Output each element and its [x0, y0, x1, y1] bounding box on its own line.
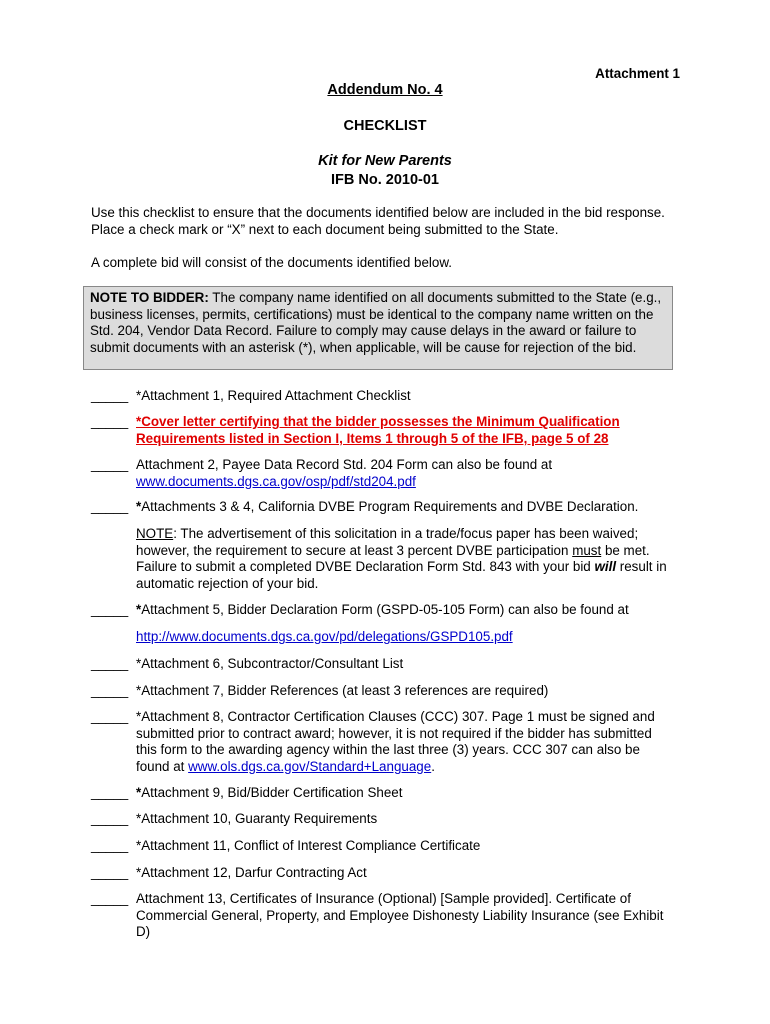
check-blank[interactable]: _____: [91, 891, 129, 906]
check-blank[interactable]: _____: [91, 457, 129, 472]
item-text: *Attachment 6, Subcontractor/Consultant List: [136, 656, 404, 671]
check-blank[interactable]: _____: [91, 683, 129, 698]
ols-link[interactable]: www.ols.dgs.ca.gov/Standard+Language: [188, 758, 432, 774]
item-text: [136, 602, 676, 619]
item-text: [136, 499, 676, 516]
dvbe-note-part: result in automatic rejection of your bid.: [136, 559, 667, 591]
item-label: Attachment 5, Bidder Declaration Form (GSPD-05-105 Form) can also be found at: [141, 602, 629, 617]
item-text: [136, 785, 676, 802]
check-blank[interactable]: _____: [91, 838, 129, 853]
item-text: [136, 457, 676, 490]
item-label: *Attachment 8, Contractor Certification Clauses (CCC) 307. Page 1 must be signed and submitted prior to contract award; however, it is not required if the bidder has submitted this form to the awarding agency within the last three (3) years. CCC 307 can also be found at: [136, 709, 655, 774]
complete-bid-paragraph: A complete bid will consist of the documents identified below.: [91, 255, 453, 270]
gspd105-link[interactable]: http://www.documents.dgs.ca.gov/pd/delegations/GSPD105.pdf: [136, 629, 513, 644]
will-word: will: [594, 559, 617, 574]
period: .: [431, 758, 435, 774]
check-blank[interactable]: _____: [91, 811, 129, 826]
item-text: *Attachment 11, Conflict of Interest Compliance Certificate: [136, 838, 481, 853]
asterisk: *: [136, 785, 142, 800]
asterisk: *: [136, 499, 142, 514]
item-text: *Attachment 12, Darfur Contracting Act: [136, 865, 367, 880]
asterisk: *: [136, 602, 142, 617]
note-label: NOTE TO BIDDER:: [90, 290, 209, 305]
item-label: Attachment 9, Bid/Bidder Certification Sheet: [141, 785, 403, 800]
dvbe-note-text: [136, 526, 676, 592]
ifb-number: IFB No. 2010-01: [331, 172, 439, 188]
note-to-bidder-box: [83, 286, 673, 370]
item-text: Attachment 13, Certificates of Insurance (Optional) [Sample provided]. Certificate of Commercial General, Property, and Employee Dishonesty Liability Insurance (see Exhibit D): [136, 891, 664, 939]
attachment-label: Attachment 1: [595, 66, 680, 81]
checklist-title: CHECKLIST: [343, 118, 427, 134]
item-text: *Attachment 7, Bidder References (at least 3 references are required): [136, 683, 549, 698]
dvbe-note-part: : The advertisement of this solicitation in a trade/focus paper has been waived; however, the requirement to secure at least 3 percent DVBE participation: [136, 526, 639, 558]
intro-paragraph: Use this checklist to ensure that the documents identified below are included in the bid response. Place a check mark or “X” next to each document being submitted to the State.: [91, 205, 665, 237]
std204-link[interactable]: www.documents.dgs.ca.gov/osp/pdf/std204.pdf: [136, 473, 416, 489]
check-blank[interactable]: _____: [91, 865, 129, 880]
note-text: The company name identified on all documents submitted to the State (e.g., business licenses, permits, certifications) must be identical to the company name written on the Std. 204, Vendor Data Record. Failure to comply may cause delays in the award or failure to submit documents with an asterisk (*), when applicable, will be cause for rejection of the bid.: [90, 290, 662, 355]
check-blank[interactable]: _____: [91, 785, 129, 800]
check-blank[interactable]: _____: [91, 656, 129, 671]
item-label: Attachments 3 & 4, California DVBE Program Requirements and DVBE Declaration.: [141, 499, 639, 514]
item-text: [136, 709, 676, 775]
dvbe-note-label: NOTE: [136, 526, 174, 541]
check-blank[interactable]: _____: [91, 709, 129, 724]
dvbe-note-part: be met. Failure to submit a completed DVBE Declaration Form Std. 843 with your bid: [136, 542, 650, 574]
item-text: *Cover letter certifying that the bidder possesses the Minimum Qualification Requirements listed in Section I, Items 1 through 5 of the IFB, page 5 of 28: [136, 414, 620, 446]
must-word: must: [572, 542, 602, 558]
check-blank[interactable]: _____: [91, 602, 129, 617]
item-text: *Attachment 1, Required Attachment Checklist: [136, 388, 411, 403]
check-blank[interactable]: _____: [91, 499, 129, 514]
check-blank[interactable]: _____: [91, 414, 129, 429]
item-text: *Attachment 10, Guaranty Requirements: [136, 811, 378, 826]
item-label: Attachment 2, Payee Data Record Std. 204 Form can also be found at: [136, 457, 553, 472]
kit-title: Kit for New Parents: [318, 153, 452, 169]
link-container: [136, 629, 676, 646]
addendum-title: Addendum No. 4: [327, 82, 443, 98]
check-blank[interactable]: _____: [91, 388, 129, 403]
